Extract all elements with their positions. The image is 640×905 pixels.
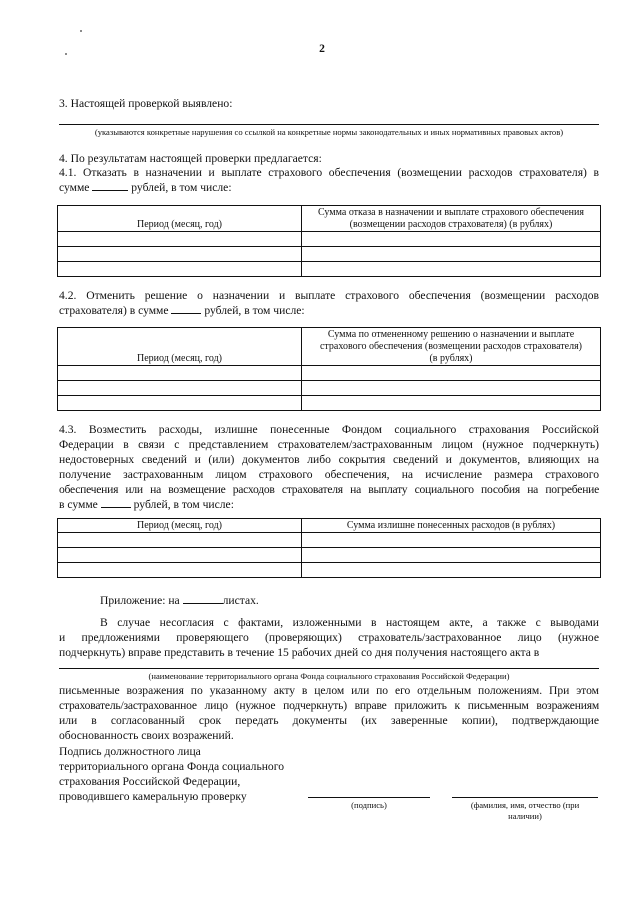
p43-line5: обеспечения или на возмещение расходов страхователя на выплату социального пособия на погребение [59, 483, 599, 496]
table-cancelled-header-sum [302, 328, 601, 366]
p43-line1: 4.3. Возместить расходы, излишне понесенные Фондом социального страхования Российской [59, 423, 599, 436]
table-refusal-header-sum-line2: (возмещении расходов страхователя) (в рублях) [349, 219, 553, 230]
table-excess-header-sum: Сумма излишне понесенных расходов (в рублях) [302, 519, 601, 533]
table-cancelled-header-period: Период (месяц, год) [58, 328, 302, 366]
table-cell[interactable] [58, 247, 302, 262]
p42-line2 [59, 303, 305, 318]
signature-label-line3: страхования Российской Федерации, [59, 775, 241, 788]
table-cell[interactable] [58, 232, 302, 247]
disagreement-line4: письменные возражения по указанному акту в целом или по его отдельным положениям. При этом [59, 684, 599, 697]
disagreement-line5: страхователь/застрахованное лицо (нужное подчеркнуть) вправе приложить к письменным возражениям [59, 699, 599, 712]
p43-sum-label: в сумме [59, 498, 98, 511]
table-refusal-header-sum [302, 206, 601, 232]
signature-label-line1: Подпись должностного лица [59, 745, 201, 758]
p43-line2: Федерации в связи с представлением страхователем/застрахованным лицом (нужное подчеркнуть) [59, 438, 599, 451]
p43-line3: недостоверных сведений и (или) документов либо сокрытия сведений и документов, влияющих на [59, 453, 599, 466]
p41-sum-label: сумме [59, 181, 90, 194]
table-excess [57, 518, 601, 578]
table-cell[interactable] [302, 232, 601, 247]
table-cancelled [57, 327, 601, 411]
disagreement-line3: подчеркнуть) вправе представить в течение 15 рабочих дней со дня получения настоящего акта в [59, 646, 540, 659]
section3-heading: 3. Настоящей проверкой выявлено: [59, 97, 233, 110]
table-cell[interactable] [58, 381, 302, 396]
table-cell[interactable] [58, 548, 302, 563]
table-cell[interactable] [58, 563, 302, 578]
attachment-line [100, 593, 259, 608]
table-cancelled-header-sum-line1: Сумма по отмененному решению о назначении и выплате [327, 329, 575, 340]
table-cell[interactable] [302, 262, 601, 277]
attachment-label: Приложение: на [100, 594, 180, 607]
page-number: 2 [319, 42, 325, 55]
disagreement-line2: и предложениями проверяющего (проверяющих) страхователь/застрахованное лицо (нужное [59, 631, 599, 644]
full-name-hint-line2: наличии) [508, 811, 542, 821]
table-cell[interactable] [302, 247, 601, 262]
signature-line[interactable] [308, 797, 430, 798]
p42-sum-label: страхователя) в сумме [59, 304, 169, 317]
table-refusal-header-sum-line1: Сумма отказа в назначении и выплате страхового обеспечения [318, 207, 584, 218]
table-cell[interactable] [58, 262, 302, 277]
p41-sum-blank [92, 180, 128, 191]
table-cell[interactable] [302, 366, 601, 381]
fund-body-fill-line [59, 668, 599, 669]
table-cell[interactable] [302, 396, 601, 411]
fund-body-hint: (наименование территориального органа Фонда социального страхования Российской Федерации) [148, 671, 510, 681]
disagreement-line6: или в согласованный срок передать документы (их заверенные копии), подтверждающие [59, 714, 599, 727]
p42-sum-blank [171, 303, 201, 314]
signature-hint: (подпись) [351, 800, 387, 810]
attachment-tail: листах. [222, 594, 259, 607]
p42-line1: 4.2. Отменить решение о назначении и выплате страхового обеспечения (возмещении расходов [59, 289, 599, 302]
scan-speck [65, 53, 67, 55]
table-refusal [57, 205, 601, 277]
table-cancelled-header-sum-line3: (в рублях) [429, 353, 473, 364]
section3-hint: (указываются конкретные нарушения со ссылкой на конкретные нормы законодательных и иных нормативных правовых актов) [94, 127, 564, 137]
table-refusal-header-period: Период (месяц, год) [58, 206, 302, 232]
disagreement-line7: обоснованность своих возражений. [59, 729, 234, 742]
table-cell[interactable] [302, 548, 601, 563]
disagreement-line1: В случае несогласия с фактами, изложенными в настоящем акте, а также с выводами [100, 616, 599, 629]
p43-line4: получение застрахованным лицом страхового обеспечения, на исчисление размера страхового [59, 468, 599, 481]
signature-label-line4: проводившего камеральную проверку [59, 790, 247, 803]
table-cell[interactable] [58, 396, 302, 411]
table-excess-header-period: Период (месяц, год) [58, 519, 302, 533]
table-cell[interactable] [58, 533, 302, 548]
section4-heading: 4. По результатам настоящей проверки предлагается: [59, 152, 322, 165]
table-cancelled-header-sum-line2: страхового обеспечения (возмещении расходов страхователя) [319, 341, 582, 352]
table-cell[interactable] [302, 563, 601, 578]
p42-sum-tail: рублей, в том числе: [204, 304, 305, 317]
p41-line2 [59, 180, 232, 195]
p43-line6 [59, 497, 234, 512]
full-name-line[interactable] [452, 797, 598, 798]
p43-sum-blank [101, 497, 131, 508]
table-cell[interactable] [302, 381, 601, 396]
signature-label-line2: территориального органа Фонда социального [59, 760, 284, 773]
p43-sum-tail: рублей, в том числе: [133, 498, 234, 511]
section3-fill-line [59, 124, 599, 125]
p41-line1: 4.1. Отказать в назначении и выплате страхового обеспечения (возмещении расходов страхователя) в [59, 166, 599, 179]
scan-speck [80, 30, 82, 32]
table-cell[interactable] [58, 366, 302, 381]
attachment-pages-blank [183, 593, 223, 604]
full-name-hint-line1: (фамилия, имя, отчество (при [470, 800, 580, 810]
p41-sum-tail: рублей, в том числе: [131, 181, 232, 194]
table-cell[interactable] [302, 533, 601, 548]
